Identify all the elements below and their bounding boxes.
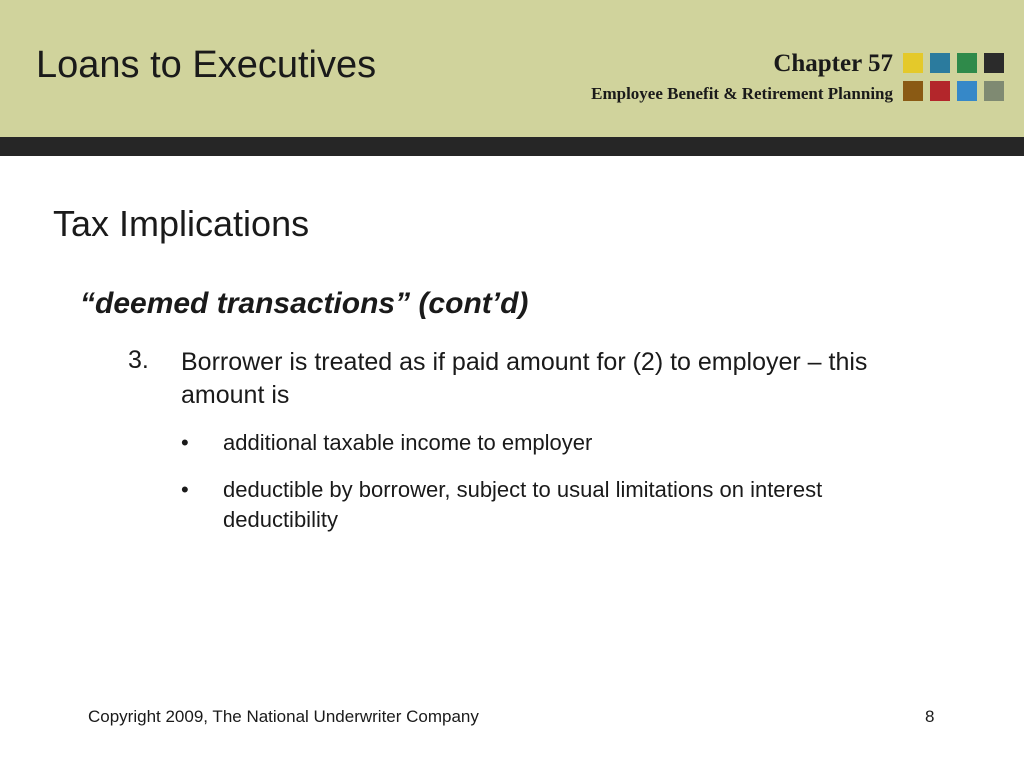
bullet-text: deductible by borrower, subject to usual limitations on interest deductibility bbox=[223, 477, 823, 532]
page-number: 8 bbox=[925, 707, 935, 726]
header-divider-bar bbox=[0, 137, 1024, 156]
item-text: Borrower is treated as if paid amount for (2) to employer – this amount is bbox=[181, 348, 868, 409]
slide-title: Loans to Executives bbox=[36, 44, 377, 86]
logo-square bbox=[957, 53, 977, 73]
logo-square bbox=[930, 53, 950, 73]
chapter-label: Chapter 57 bbox=[773, 50, 893, 77]
subheading: “deemed transactions” (cont’d) bbox=[80, 287, 529, 320]
item-number: 3. bbox=[128, 346, 149, 374]
section-title: Tax Implications bbox=[53, 203, 310, 244]
logo-square bbox=[903, 53, 923, 73]
bullet-text: additional taxable income to employer bbox=[223, 430, 593, 455]
logo-square bbox=[984, 81, 1004, 101]
logo-square bbox=[957, 81, 977, 101]
bullet-marker: • bbox=[181, 430, 189, 455]
logo-square bbox=[903, 81, 923, 101]
logo-square bbox=[984, 53, 1004, 73]
logo-square bbox=[930, 81, 950, 101]
copyright-footer: Copyright 2009, The National Underwriter Company bbox=[88, 707, 479, 726]
book-title: Employee Benefit & Retirement Planning bbox=[591, 84, 893, 103]
bullet-marker: • bbox=[181, 477, 189, 502]
